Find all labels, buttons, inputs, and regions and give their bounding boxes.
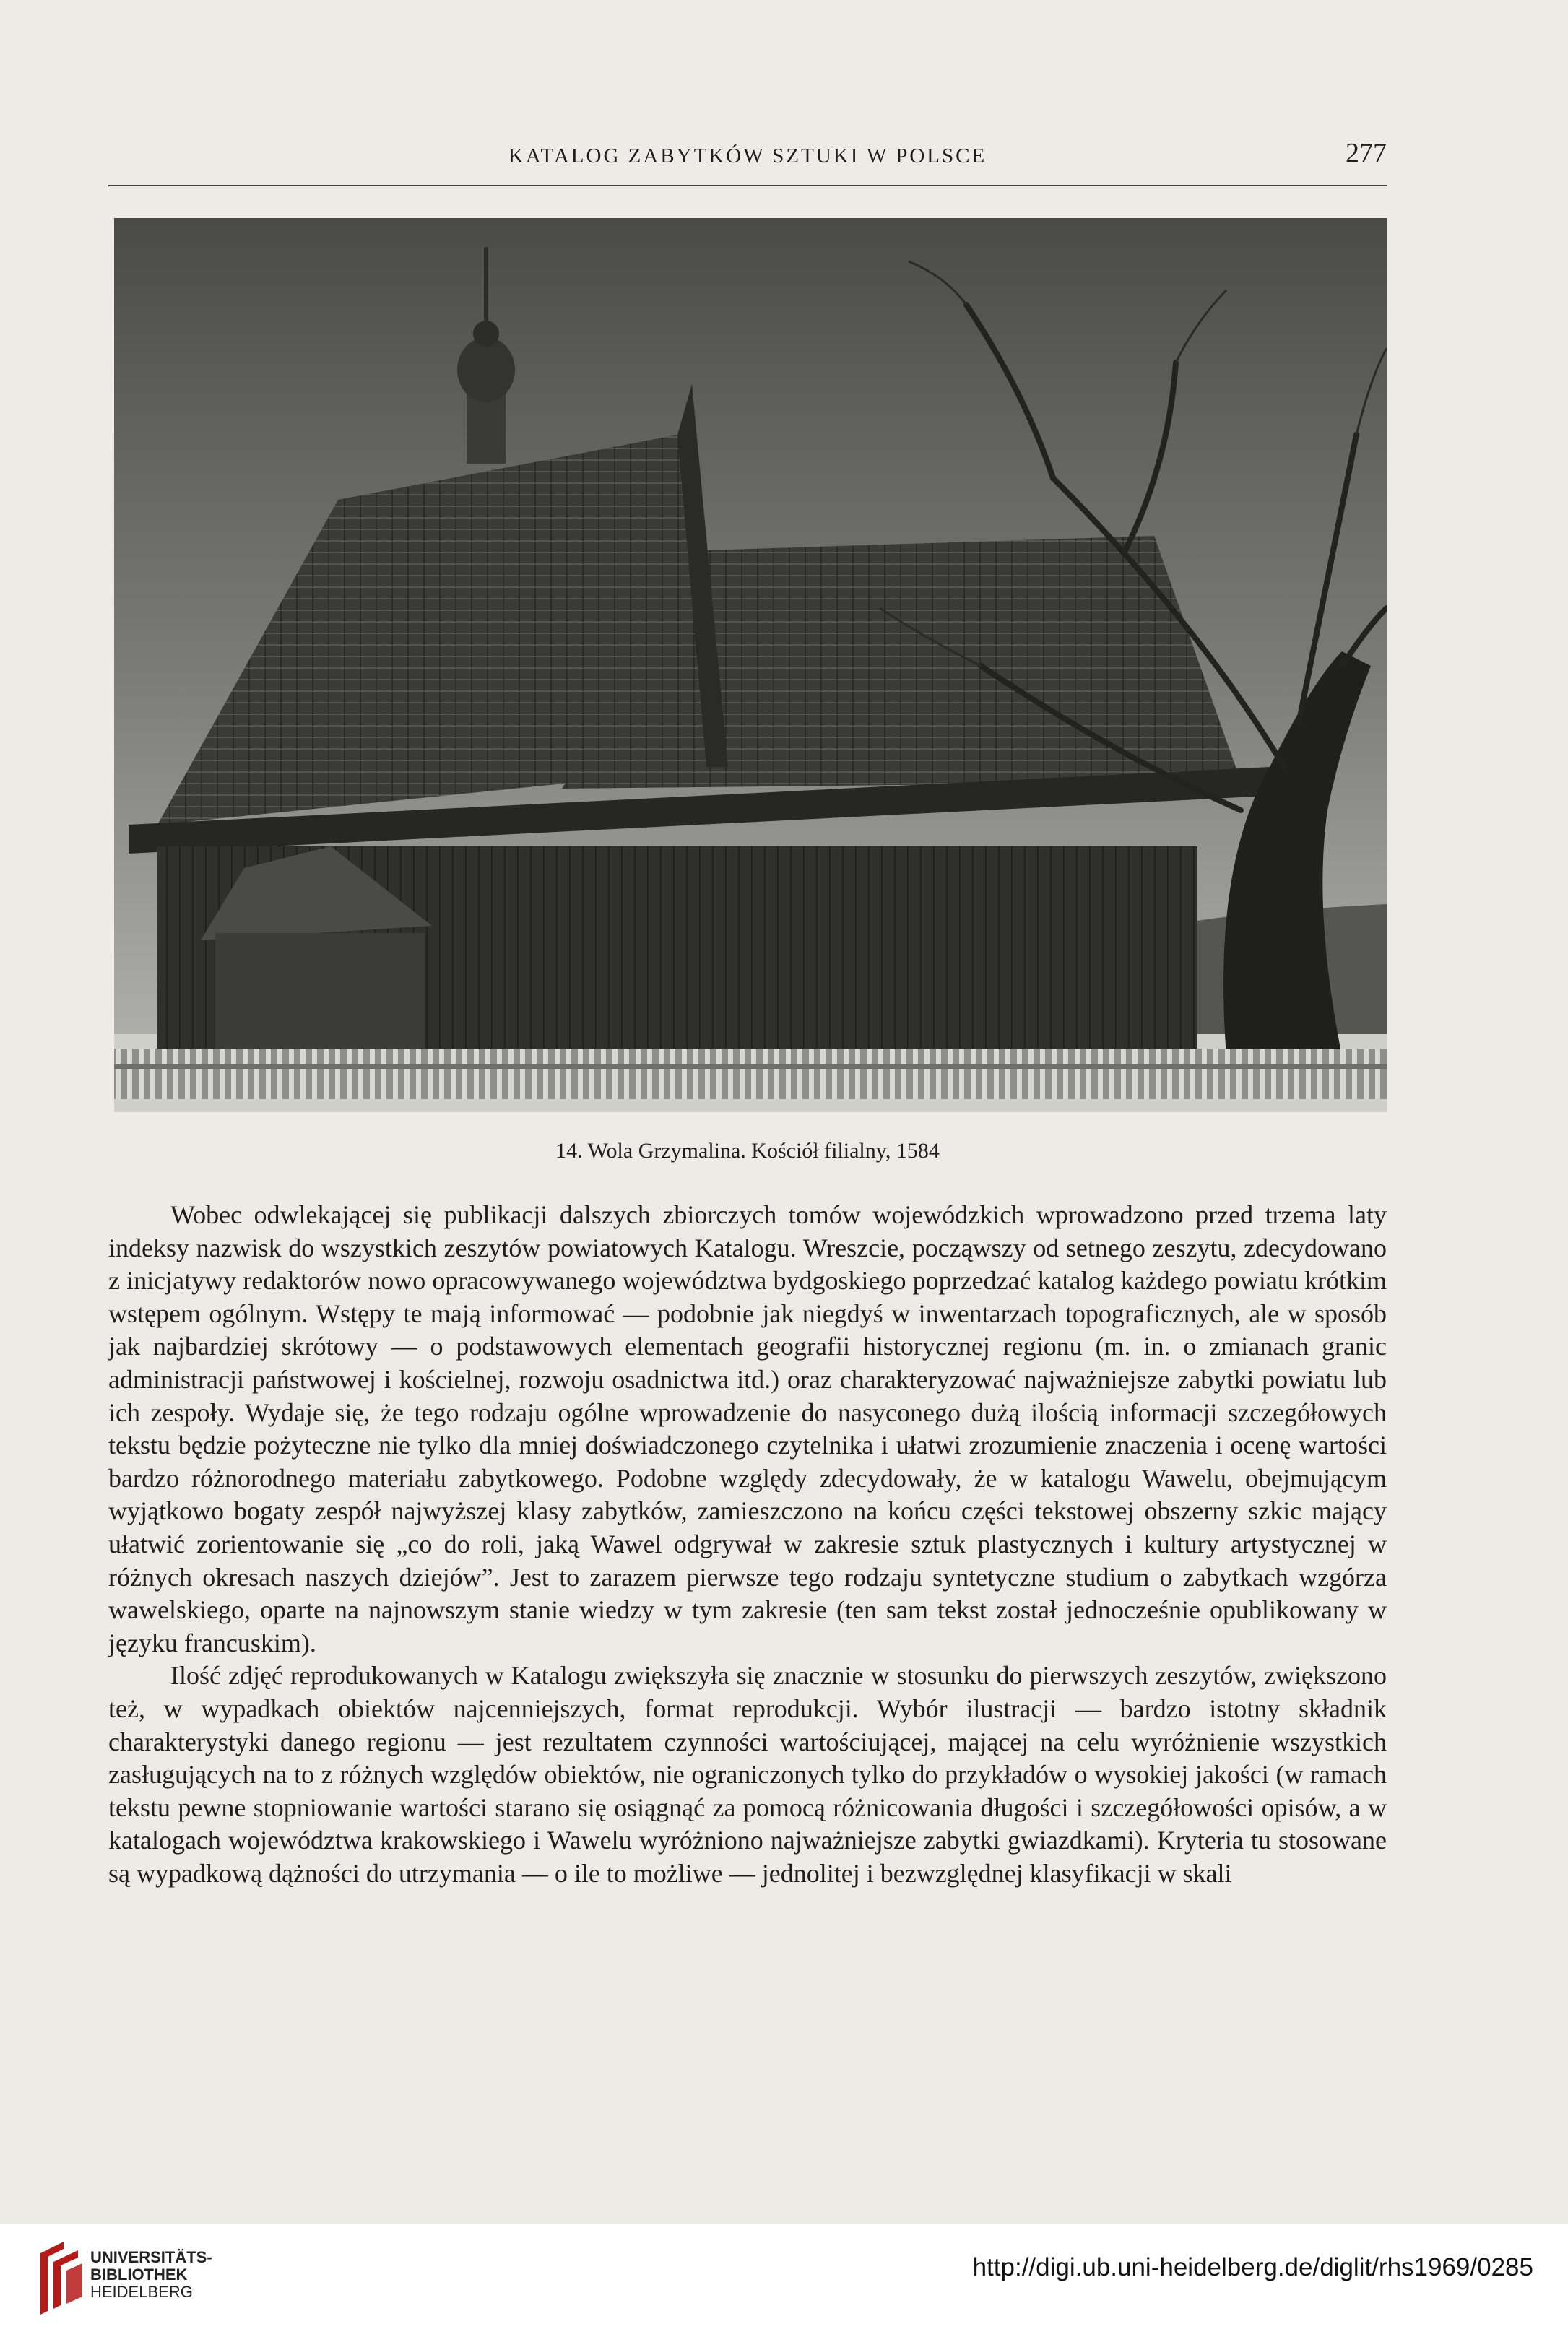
figure-caption: 14. Wola Grzymalina. Kościół filialny, 1584: [555, 1139, 940, 1163]
library-name-line3: HEIDELBERG: [90, 2283, 193, 2301]
paragraph-1: Wobec odwlekającej się publikacji dalszych zbiorczych tomów wojewódzkich wprowadzono przed trzema laty indeksy nazwisk do wszystkich zeszytów powiatowych Katalogu. Wreszcie, począwszy od setnego zeszytu, zdecydowano z inicjatywy redaktorów nowo opracowywanego województwa bydgoskiego poprzedzać katalog każdego powiatu krótkim wstępem ogólnym. Wstępy te mają informować — podobnie jak niegdyś w inwentarzach topograficznych, ale w sposób jak najbardziej skrótowy — o podstawowych elementach geografii historycznej regionu (m. in. o zmianach granic administracji państwowej i kościelnej, rozwoju osadnictwa itd.) oraz charakteryzować najważniejsze zabytki powiatu lub ich zespoły. Wydaje się, że tego rodzaju ogólne wprowadzenie do nasyconego dużą ilością informacji szczegółowych tekstu będzie pożyteczne nie tylko dla mniej doświadczonego czytelnika i ułatwi zrozumienie znaczenia i ocenę wartości bardzo różnorodnego materiału zabytkowego. Podobne względy zdecydowały, że w katalogu Wawelu, obejmującym wyjątkowo bogaty zespół najwyższej klasy zabytków, zamieszczono na końcu części tekstowej obszerny szkic mający ułatwić zorientowanie się „co do roli, jaką Wawel odgrywał w zakresie sztuk plastycznych i kultury artystycznej w różnych okresach naszych dziejów”. Jest to zarazem pierwsze tego rodzaju syntetyczne studium o zabytkach wzgórza wawelskiego, oparte na najnowszym stanie wiedzy w tym zakresie (ten sam tekst został jednocześnie opublikowany w języku francuskim).: [108, 1200, 1387, 1657]
church-photograph: [114, 218, 1387, 1112]
library-name: [90, 2249, 212, 2301]
source-url-link[interactable]: http://digi.ub.uni-heidelberg.de/diglit/rhs1969/0285: [972, 2253, 1533, 2281]
body-text: [108, 1199, 1387, 1890]
running-head: [108, 138, 1387, 186]
page-number: 277: [1346, 138, 1387, 168]
footer-bar: [0, 2224, 1568, 2342]
church-photo-illustration: [114, 218, 1387, 1112]
library-name-line1: UNIVERSITÄTS-: [90, 2248, 212, 2266]
library-name-line2: BIBLIOTHEK: [90, 2265, 188, 2284]
paragraph-2: Ilość zdjęć reprodukowanych w Katalogu zwiększyła się znacznie w stosunku do pierwszych zeszytów, zwiększono też, w wypadkach obiektów najcenniejszych, format reprodukcji. Wybór ilustracji — bardzo istotny składnik charakterystyki danego regionu — jest rezultatem czynności wartościującej, mającej na celu wyróżnienie wszystkich zasługujących na to z różnych względów obiektów, nie ograniczonych tylko do przykładów o wysokiej jakości (w ramach tekstu pewne stopniowanie wartości starano się osiągnąć za pomocą różnicowania długości i szczegółowości opisów, a w katalogach województwa krakowskiego i Wawelu wyróżniono najważniejsze zabytki gwiazdkami). Kryteria tu stosowane są wypadkową dążności do utrzymania — o ile to możliwe — jednolitej i bezwzględnej klasyfikacji w skali: [108, 1661, 1387, 1888]
library-logo-icon: [35, 2239, 85, 2318]
running-title: KATALOG ZABYTKÓW SZTUKI W POLSCE: [508, 144, 987, 168]
